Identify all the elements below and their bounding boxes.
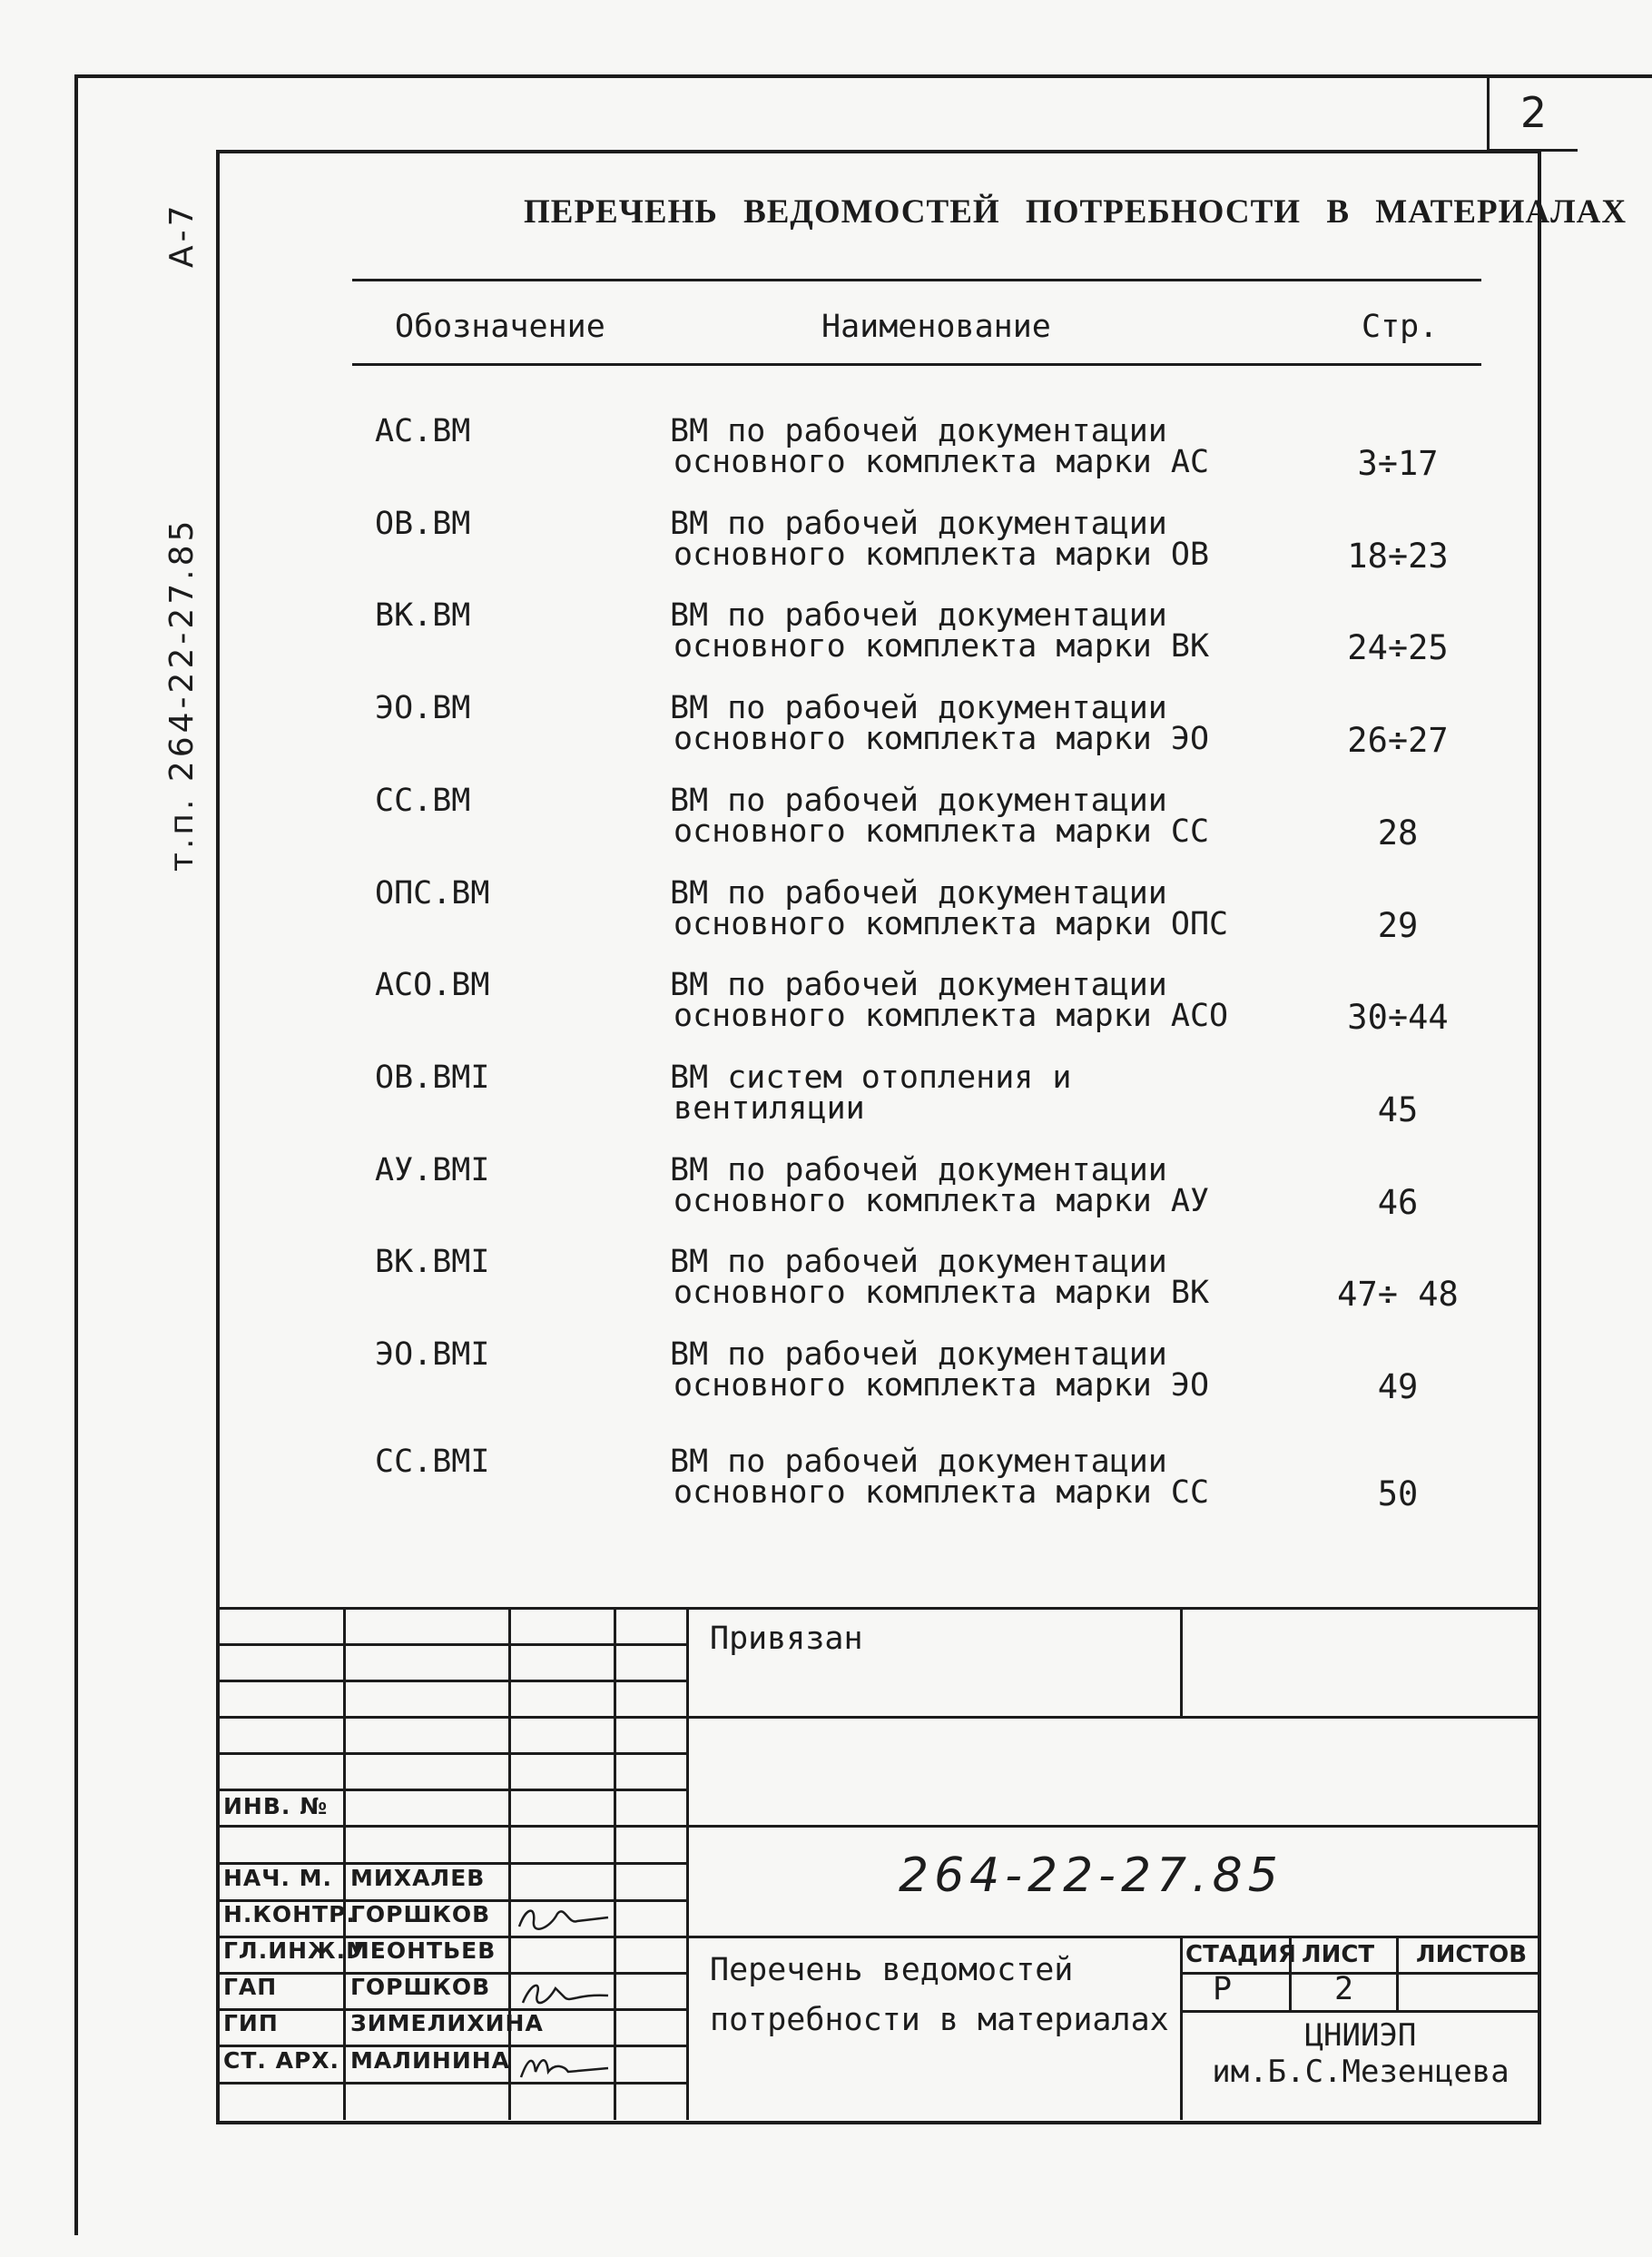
row-page: 26÷27	[1347, 721, 1449, 760]
signatory-name: ГОРШКОВ	[350, 1974, 491, 2000]
signatory-role: СТ. АРХ.	[223, 2047, 340, 2074]
row-code: ВК.ВМI	[375, 1244, 490, 1280]
signatory-role: ГИП	[223, 2010, 279, 2036]
signature-mark	[514, 1976, 614, 2008]
row-name-line2: основного комплекта марки АСО	[674, 998, 1229, 1034]
row-name-line2: основного комплекта марки ВК	[674, 628, 1210, 665]
row-code: ЭО.ВМI	[375, 1336, 490, 1373]
row-page: 30÷44	[1347, 998, 1449, 1037]
signatory-role: НАЧ. М.	[223, 1865, 333, 1891]
series-label: А-7	[163, 202, 201, 268]
signatory-name: ЛЕОНТЬЕВ	[350, 1937, 497, 1964]
row-name-line2: основного комплекта марки ЭО	[674, 721, 1210, 757]
row-page: 46	[1377, 1183, 1419, 1222]
project-side-label: т.п. 264-22-27.85	[163, 517, 201, 872]
row-name-line2: основного комплекта марки ЭО	[674, 1367, 1210, 1404]
row-name-line1: ВМ по рабочей документации	[670, 1444, 1167, 1480]
row-name-line1: ВМ по рабочей документации	[670, 597, 1167, 634]
row-code: АС.ВМ	[375, 413, 471, 449]
signatory-name: МАЛИНИНА	[350, 2047, 511, 2074]
row-code: ВК.ВМ	[375, 597, 471, 634]
col-header-name: Наименование	[821, 309, 1051, 345]
row-name-line2: основного комплекта марки СС	[674, 1474, 1210, 1511]
row-code: АУ.ВМI	[375, 1152, 490, 1188]
row-name-line1: ВМ по рабочей документации	[670, 690, 1167, 726]
inventory-number-label: ИНВ. №	[223, 1793, 329, 1819]
row-code: СС.ВМI	[375, 1444, 490, 1480]
row-code: СС.ВМ	[375, 783, 471, 819]
signature-mark	[514, 2050, 614, 2083]
row-name-line1: ВМ по рабочей документации	[670, 875, 1167, 912]
sheet-number: 2	[1487, 74, 1578, 152]
sheet-value: 2	[1334, 1971, 1354, 2007]
row-name-line1: ВМ по рабочей документации	[670, 1336, 1167, 1373]
row-name-line1: ВМ по рабочей документации	[670, 1244, 1167, 1280]
signatory-name: ЗИМЕЛИХИНА	[350, 2010, 544, 2036]
organization-line1: ЦНИИЭП	[1304, 2017, 1417, 2054]
row-name-line1: ВМ по рабочей документации	[670, 506, 1167, 542]
row-name-line1: ВМ по рабочей документации	[670, 783, 1167, 819]
row-page: 45	[1377, 1090, 1419, 1129]
row-name-line2: основного комплекта марки ОВ	[674, 537, 1210, 573]
document-name-line1: Перечень ведомостей	[710, 1952, 1074, 1988]
signature-mark	[514, 1901, 614, 1934]
header-bottom-rule	[352, 363, 1481, 366]
row-name-line2: основного комплекта марки СС	[674, 813, 1210, 850]
signatory-role: Н.КОНТР.	[223, 1901, 356, 1927]
row-code: АСО.ВМ	[375, 967, 490, 1003]
row-page: 3÷17	[1357, 444, 1439, 483]
row-name-line2: вентиляции	[674, 1090, 865, 1127]
col-header-page: Стр.	[1362, 309, 1439, 345]
organization-line2: им.Б.С.Мезенцева	[1212, 2054, 1509, 2090]
linked-label: Привязан	[710, 1621, 863, 1657]
signatory-name: МИХАЛЕВ	[350, 1865, 486, 1891]
row-name-line1: ВМ по рабочей документации	[670, 1152, 1167, 1188]
row-code: ОВ.ВМI	[375, 1060, 490, 1096]
signatory-role: ГАП	[223, 1974, 278, 2000]
stage-value: Р	[1213, 1971, 1233, 2007]
signatory-name: ГОРШКОВ	[350, 1901, 491, 1927]
header-top-rule	[352, 279, 1481, 281]
row-page: 29	[1377, 906, 1419, 945]
row-page: 18÷23	[1347, 537, 1449, 576]
row-name-line2: основного комплекта марки ОПС	[674, 906, 1229, 942]
col-header-code: Обозначение	[395, 309, 605, 345]
row-name-line1: ВМ по рабочей документации	[670, 413, 1167, 449]
row-page: 49	[1377, 1367, 1419, 1406]
page-title: ПЕРЕЧЕНЬ ВЕДОМОСТЕЙ ПОТРЕБНОСТИ В МАТЕРИАЛАХ	[524, 193, 1627, 231]
row-name-line2: основного комплекта марки АУ	[674, 1183, 1210, 1219]
sheets-label: ЛИСТОВ	[1416, 1941, 1528, 1968]
row-page: 47÷ 48	[1337, 1275, 1459, 1314]
document-designation: 264-22-27.85	[899, 1848, 1283, 1903]
row-name-line2: основного комплекта марки ВК	[674, 1275, 1210, 1311]
row-name-line1: ВМ по рабочей документации	[670, 967, 1167, 1003]
signatory-role: ГЛ.ИНЖ.М	[223, 1937, 370, 1964]
row-name-line2: основного комплекта марки АС	[674, 444, 1210, 480]
row-name-line1: ВМ систем отопления и	[670, 1060, 1072, 1096]
row-page: 28	[1377, 813, 1419, 853]
row-code: ОВ.ВМ	[375, 506, 471, 542]
row-code: ЭО.ВМ	[375, 690, 471, 726]
row-code: ОПС.ВМ	[375, 875, 490, 912]
stage-label: СТАДИЯ	[1185, 1941, 1296, 1968]
row-page: 50	[1377, 1474, 1419, 1513]
sheet-label: ЛИСТ	[1302, 1941, 1375, 1968]
document-name-line2: потребности в материалах	[710, 2002, 1169, 2038]
row-page: 24÷25	[1347, 628, 1449, 667]
